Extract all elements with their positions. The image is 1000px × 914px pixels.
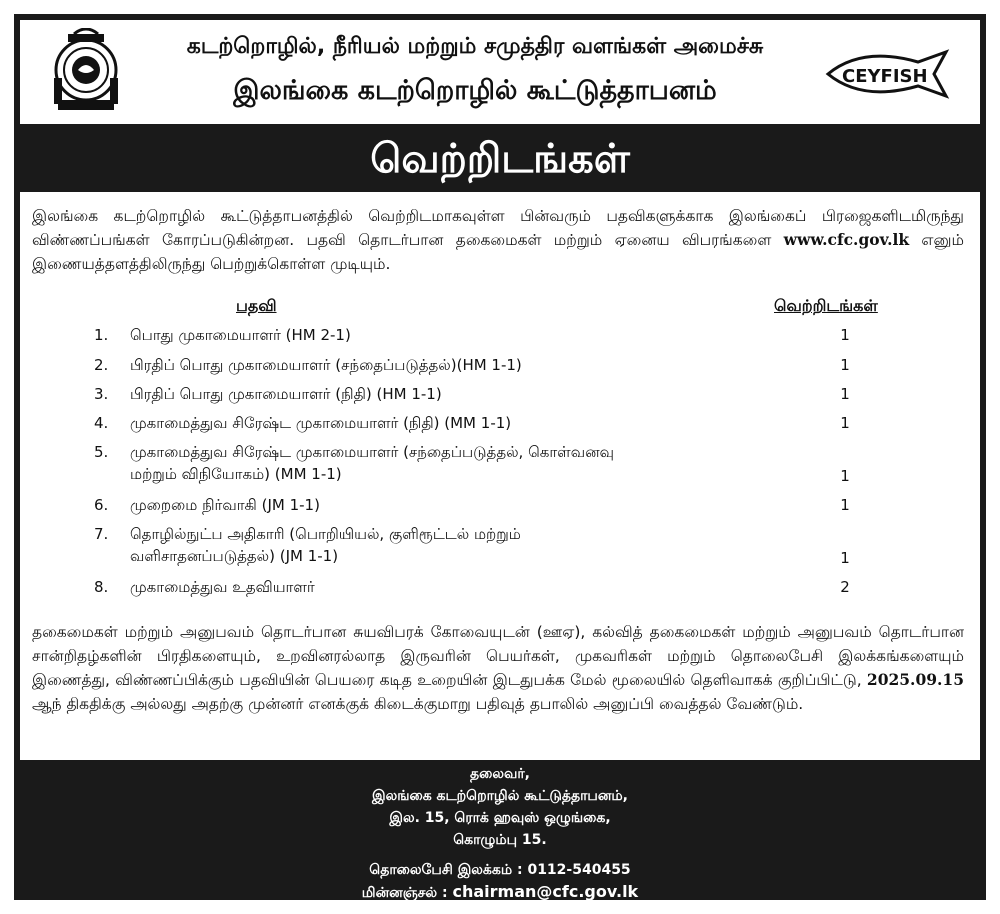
intro-paragraph: இலங்கை கடற்றொழில் கூட்டுத்தாபனத்தில் வெற்றிடமாகவுள்ள பின்வரும் பதவிகளுக்காக இலங்கைப் பிரஜைகளிடமிருந்து விண்ணப்பங்கள் கோரப்படுகின்றன. பதவி தொடர்பான தகைமைகள் மற்றும் ஏனைய விபரங்களை www.cfc.gov.lk எனும் இணையத்தளத்திலிருந்து பெற்றுக்கொள்ள முடியும். bbox=[32, 207, 964, 273]
ministry-name: கடற்றொழில், நீரியல் மற்றும் சமுத்திர வளங்கள் அமைச்சு bbox=[186, 34, 764, 59]
watermark: SELACINE bbox=[986, 816, 996, 860]
footer-address: இல. 15, ரொக் ஹவுஸ் ஒழுங்கை, bbox=[389, 810, 611, 826]
content-area: இலங்கை கடற்றொழில் கூட்டுத்தாபனத்தில் வெற்றிடமாகவுள்ள பின்வரும் பதவிகளுக்காக இலங்கைப் பிரஜைகளிடமிருந்து விண்ணப்பங்கள் கோரப்படுகின்றன. பதவி தொடர்பான தகைமைகள் மற்றும் ஏனைய விபரங்களை www.cfc.gov.lk எனும் இணையத்தளத்திலிருந்து பெற்றுக்கொள்ள முடியும். பதவி வெற்றிடங்கள் 1. பொது முகாமையாளர் (HM 2-1) 1 2. பிரதிப் பொது முகாமையாளர் (சந்தைப்படுத்தல்)(HM 1-1) 1 3. பிரதிப் பொது முகாமையாளர் (நிதி) (HM 1-1) 1 4. முகாமைத்துவ சிரேஷ்ட முகாமையாளர் (நிதி) (MM 1-1) 1 5. முகாமைத்துவ சிரேஷ்ட முகாமையாளர் (சந்தைப்படுத்தல், கொள்வனவு மற்றும் விநியோகம்) (MM 1-1) 1 6. முறைமை நிர்வாகி (JM 1-1) 1 7. தொழில்நுட்ப அதிகாரி (பொறியியல், குளிரூட்டல் மற்றும் வளிசாதனப்படுத்தல்) (JM 1-1) 1 8. முகாமைத்துவ உதவியாளர் 2 தகைமைகள் மற்றும் அனுபவம் தொடர்பான சுயவிபரக் கோவையுடன் (ஊஏ), கல்வித் தகைமைகள் மற்றும் அனுபவம் தொடர்பான சான்றிதழ்களின் பிரதிகளையும், உறவினரல்லாத இருவரின் பெயர்கள், முகவரிகள் மற்றும் தொலைபேசி இலக்கங்களையும் இணைத்து, விண்ணப்பிக்கும் பதவியின் பெயரை கடித உறையின் இடதுபக்க மேல் மூலையில் தெளிவாகக் குறிப்பிட்டு, 2025.09.15 ஆந் திகதிக்கு அல்லது அதற்கு முன்னர் எனக்குக் கிடைக்குமாறு பதிவுத் தபாலில் அனுப்பி வைத்தல் வேண்டும். bbox=[20, 192, 980, 760]
email-link[interactable]: chairman@cfc.gov.lk bbox=[452, 882, 639, 901]
deadline-date: 2025.09.15 bbox=[866, 670, 964, 689]
header bbox=[20, 20, 980, 124]
column-header-post: பதவி bbox=[236, 296, 277, 315]
vacancies-banner: வெற்றிடங்கள் bbox=[20, 128, 980, 190]
phone-number: 0112-540455 bbox=[527, 862, 631, 878]
footer-phone: தொலைபேசி இலக்கம் : 0112-540455 bbox=[369, 862, 631, 878]
column-header-vacancies: வெற்றிடங்கள் bbox=[774, 296, 878, 315]
ceyfish-logo-icon bbox=[822, 48, 952, 100]
svg-text:CEYFISH: CEYFISH bbox=[842, 66, 928, 87]
footer-organization: இலங்கை கடற்றொழில் கூட்டுத்தாபனம், bbox=[371, 788, 629, 804]
footer bbox=[20, 762, 980, 900]
national-emblem-icon bbox=[50, 28, 122, 118]
instructions-paragraph: தகைமைகள் மற்றும் அனுபவம் தொடர்பான சுயவிபரக் கோவையுடன் (ஊஏ), கல்வித் தகைமைகள் மற்றும் அனுபவம் தொடர்பான சான்றிதழ்களின் பிரதிகளையும், உறவினரல்லாத இருவரின் பெயர்கள், முகவரிகள் மற்றும் தொலைபேசி இலக்கங்களையும் இணைத்து, விண்ணப்பிக்கும் பதவியின் பெயரை கடித உறையின் இடதுபக்க மேல் மூலையில் தெளிவாகக் குறிப்பிட்டு, 2025.09.15 ஆந் திகதிக்கு அல்லது அதற்கு முன்னர் எனக்குக் கிடைக்குமாறு பதிவுத் தபாலில் அனுப்பி வைத்தல் வேண்டும். bbox=[32, 623, 964, 713]
corporation-name: இலங்கை கடற்றொழில் கூட்டுத்தாபனம் bbox=[233, 75, 717, 106]
footer-email: மின்னஞ்சல் : chairman@cfc.gov.lk bbox=[361, 882, 639, 901]
footer-title: தலைவர், bbox=[469, 766, 531, 782]
website-link[interactable]: www.cfc.gov.lk bbox=[783, 230, 910, 249]
footer-city: கொழும்பு 15. bbox=[453, 832, 547, 848]
